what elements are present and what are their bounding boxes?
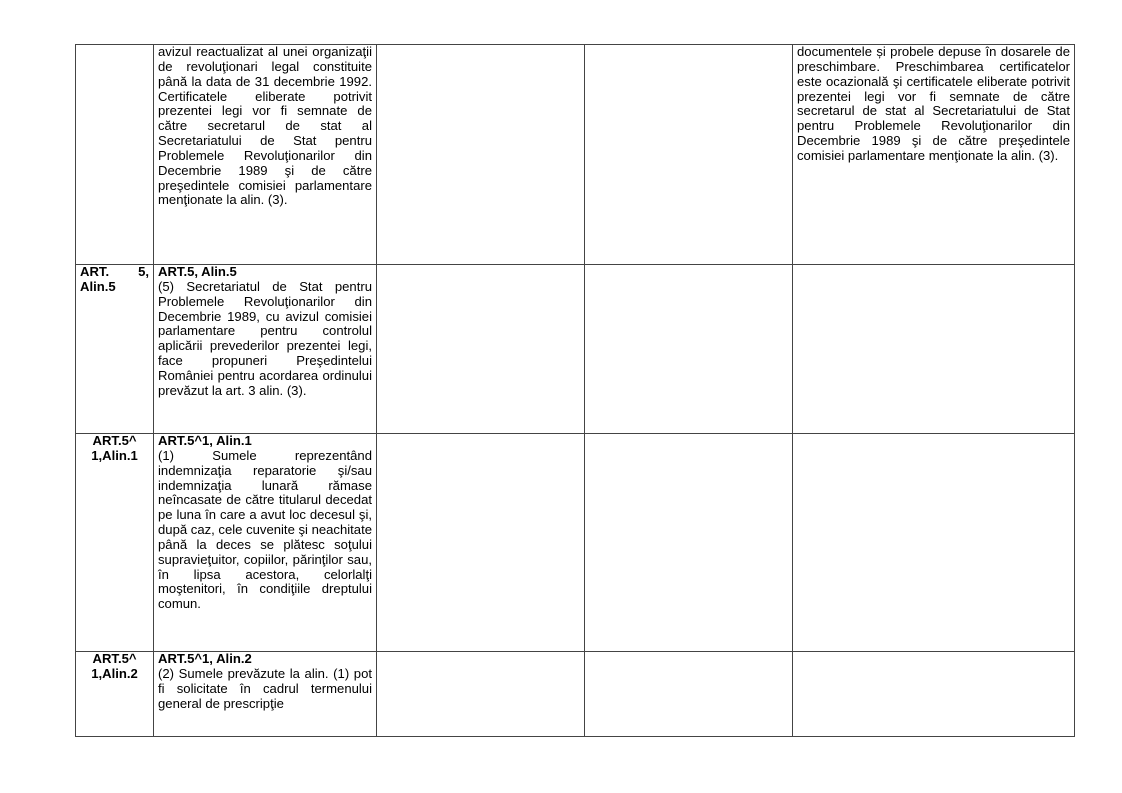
- table-row: [76, 652, 1075, 737]
- proposal-text: (1) Sumele reprezentând indemnizaţia reparatorie şi/sau indemnizaţia lunară rămase neîncasate de către titularul decedat pe luna în care a avut loc decesul şi, după caz, cele cuvenite şi neachitate până la deces se plătesc soţului supravieţuitor, copiilor, părinţilor sau, în lipsa acestora, celorlalţi moştenitori, în condiţiile dreptului comun.: [158, 447, 373, 612]
- proposal-text: (5) Secretariatul de Stat pentru Problemele Revoluţionarilor din Decembrie 1989, cu avizul comisiei parlamentare pentru controlul aplicării prevederilor prezentei legi, face propuneri Preşedintelui României pentru acordarea ordinului prevăzut la art. 3 alin. (3).: [158, 278, 372, 398]
- observation-cell: [793, 265, 1075, 434]
- article-cell: ART. 5, Alin.5: [76, 265, 154, 434]
- empty-cell: [585, 265, 793, 434]
- comparison-table: [75, 44, 1075, 737]
- article-cell: ART.5^ 1,Alin.1: [76, 434, 154, 652]
- observation-cell: [793, 45, 1075, 265]
- article-cell: ART.5^ 1,Alin.2: [76, 652, 154, 737]
- proposal-heading: ART.5^1, Alin.2: [158, 651, 252, 666]
- empty-cell: [377, 652, 585, 737]
- observation-text: documentele și probele depuse în dosarele de preschimbare. Preschimbarea certificatelor este ocazională şi certificatele eliberate potrivit prezentei legi vor fi semnate de către secretarul de stat al Secretariatului de Stat pentru Problemele Revoluţionarilor din Decembrie 1989 şi de către preşedintele comisiei parlamentare menţionate la alin. (3).: [797, 44, 1070, 163]
- empty-cell: [377, 434, 585, 652]
- empty-cell: [585, 652, 793, 737]
- empty-cell: [585, 45, 793, 265]
- observation-cell: [793, 652, 1075, 737]
- proposal-cell: [154, 45, 377, 265]
- article-cell: [76, 45, 154, 265]
- proposal-heading: ART.5^1, Alin.1: [158, 433, 252, 448]
- proposal-text: avizul reactualizat al unei organizaţii de revoluţionari legal constituite până la data de 31 decembrie 1992. Certificatele eliberate potrivit prezentei legi vor fi semnate de către secretarul de stat al Secretariatului de Stat pentru Problemele Revoluţionarilor din Decembrie 1989 şi de către preşedintele comisiei parlamentare menţionate la alin. (3).: [158, 44, 372, 208]
- proposal-heading: ART.5, Alin.5: [158, 264, 237, 279]
- table-row: [76, 265, 1075, 434]
- proposal-cell: [154, 434, 377, 652]
- empty-cell: [585, 434, 793, 652]
- table-row: [76, 45, 1075, 265]
- empty-cell: [377, 45, 585, 265]
- table-row: [76, 434, 1075, 652]
- proposal-text: (2) Sumele prevăzute la alin. (1) pot fi solicitate în cadrul termenului general de prescripţie: [158, 665, 372, 711]
- proposal-cell: [154, 652, 377, 737]
- observation-cell: [793, 434, 1075, 652]
- empty-cell: [377, 265, 585, 434]
- proposal-cell: [154, 265, 377, 434]
